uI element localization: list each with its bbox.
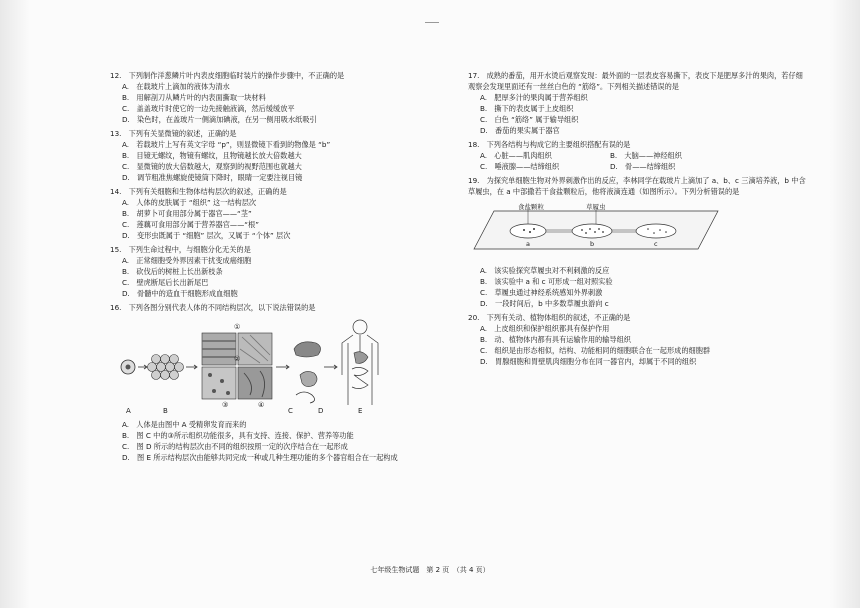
option-d: D. 调节粗准焦螺旋使镜筒下降时，眼睛一定要注视目镜 [122,173,303,182]
label-salt: 食盐颗粒 [518,203,544,211]
option-c: C. 组织是由形态相似，结构、功能相同的细胞联合在一起形成的细胞群 [480,346,711,355]
question-stem: 15. 下列生命过程中，与细胞分化无关的是 [110,245,251,254]
figure-label-d: D [318,407,324,415]
figure-label-c: C [288,407,293,415]
question-15 [110,244,440,299]
figure-slide-experiment [468,199,798,259]
option-row [468,150,798,161]
question-stem: 19. 为探究单细胞生物对外界刺激作出的反应，李林同学在载玻片上滴加了 a、b、c 三滴培养液，b 中含 [468,176,806,185]
option-row [468,161,798,172]
question-stem: 13. 下列有关显微镜的叙述，正确的是 [110,129,237,138]
option-b: B. 砍伐后的树桩上长出新枝条 [122,267,223,276]
circle-label-3: ③ [222,401,229,409]
circle-label-4: ④ [258,401,265,409]
scan-shadow-left [0,0,30,608]
option-c: C. 壁虎断尾后长出新尾巴 [122,278,209,287]
option-d: D. 染色时，在盖玻片一侧滴加碘液，在另一侧用吸水纸吸引 [122,115,317,124]
option-b: B. 图 C 中的③所示组织功能很多，具有支持、连接、保护、营养等功能 [122,431,354,440]
figure-d-organs [294,342,321,403]
label-c: c [654,240,658,248]
option-a: A. 若载玻片上写有英文字母 “p”，则显微镜下看到的物像是 “b” [122,140,331,149]
question-19 [468,175,806,309]
option-d: D. 变形虫既属于 “细胞” 层次，又属于 “个体” 层次 [122,231,291,240]
option-d: D. 骨——结缔组织 [610,162,676,171]
option-a: A. 该实验探究草履虫对不利刺激的反应 [480,266,610,275]
option-b: B. 动、植物体内都有具有运输作用的输导组织 [480,335,631,344]
droplet-c [636,224,676,238]
question-14 [110,186,440,241]
label-a: a [526,240,530,248]
option-c: C. 莲藕可食用部分属于营养器官——“根” [122,220,259,229]
label-b: b [590,240,595,248]
label-paramecium: 草履虫 [586,203,606,211]
option-a: A. 人体是由图中 A 受精卵发育而来的 [122,420,247,429]
left-column [110,70,440,466]
option-c: C. 显微镜的放大倍数越大，观察到的视野范围也就越大 [122,162,302,171]
droplet-b [572,224,612,238]
droplet-a [510,224,546,238]
figure-label-a: A [126,407,131,415]
question-stem: 20. 下列有关动、植物体组织的叙述，不正确的是 [468,313,631,322]
page-footer: 七年级生物试题 第 2 页 （共 4 页） [370,566,490,574]
figure-body-levels-svg [110,315,440,415]
option-c: C. 唾液腺——结缔组织 [480,162,560,171]
option-d: D. 胃腺细胞和胃壁肌肉细胞分布在同一器官内，却属于不同的组织 [480,357,697,366]
option-a: A. 上皮组织和保护组织都具有保护作用 [480,324,610,333]
figure-label-b: B [163,407,168,415]
option-c: C. 白色 “筋络” 属于输导组织 [480,115,579,124]
circle-label-1: ① [234,323,241,331]
option-a: A. 肥厚多汁的果肉属于营养组织 [480,93,588,102]
option-d: D. 骨髓中的造血干细胞形成血细胞 [122,289,238,298]
option-b: B. 胡萝卜可食用部分属于器官——“茎” [122,209,252,218]
circle-label-2: ② [234,355,241,363]
question-stem: 16. 下列各图分别代表人体的不同结构层次，以下说法错误的是 [110,303,316,312]
top-mark [425,22,439,23]
option-b: B. 目镜无螺纹，物镜有螺纹，且物镜越长放大倍数越大 [122,151,302,160]
question-17 [468,70,803,136]
question-13 [110,128,440,183]
scan-shadow-right [830,0,860,608]
question-16 [110,302,440,463]
figure-c-tissues [202,333,272,399]
option-a: A. 正常细胞受外界因素干扰变成癌细胞 [122,256,252,265]
option-b: B. 撕下的表皮属于上皮组织 [480,104,574,113]
option-c: C. 盖盖玻片时使它的一边先接触液滴，然后缓缓放平 [122,104,295,113]
question-stem: 14. 下列有关细胞和生物体结构层次的叙述，正确的是 [110,187,287,196]
figure-b-cell-cluster [148,355,184,380]
option-c: C. 图 D 所示的结构层次由不同的组织按照一定的次序结合在一起形成 [122,442,348,451]
option-d: D. 番茄的果实属于器官 [480,126,560,135]
figure-label-e: E [358,407,363,415]
question-stem-cont: 观察会发现里面还有一丝丝白色的 “筋络”。下列相关描述错误的是 [468,82,679,91]
figure-e-digestive-system [342,320,378,405]
option-d: D. 一段时间后，b 中多数草履虫游向 c [480,299,609,308]
option-a: A. 人体的皮肤属于 “组织” 这一结构层次 [122,198,257,207]
question-20 [468,312,798,367]
option-d: D. 图 E 所示结构层次由能够共同完成一种或几种生理功能的多个器官组合在一起构成 [122,453,398,462]
figure-a-egg [121,360,135,374]
option-a: A. 心脏——肌肉组织 [480,151,552,160]
option-b: B. 该实验中 a 和 c 可形成一组对照实验 [480,277,613,286]
option-a: A. 在载玻片上滴加的液体为清水 [122,82,230,91]
option-b: B. 用解剖刀从鳞片叶的内表面撕取一块材料 [122,93,266,102]
question-12 [110,70,440,125]
question-stem: 12. 下列制作洋葱鳞片叶内表皮细胞临时装片的操作步骤中，不正确的是 [110,71,345,80]
question-18 [468,139,798,172]
question-stem: 18. 下列各结构与构成它的主要组织搭配有误的是 [468,140,631,149]
option-c: C. 草履虫通过神经系统感知外界刺激 [480,288,603,297]
question-stem-cont: 草履虫，在 a 中部撒若干食盐颗粒后，他将液滴连通（如图所示）。下列分析错误的是 [468,187,740,196]
right-column [468,70,806,370]
figure-body-levels [110,315,440,415]
question-stem: 17. 成熟的番茄，用开水烫后观察发现：最外面的一层表皮容易撕下，表皮下是肥厚多汁的果肉，若仔细 [468,71,803,80]
figure-slide-svg [468,199,798,259]
option-b: B. 大脑——神经组织 [610,151,682,160]
